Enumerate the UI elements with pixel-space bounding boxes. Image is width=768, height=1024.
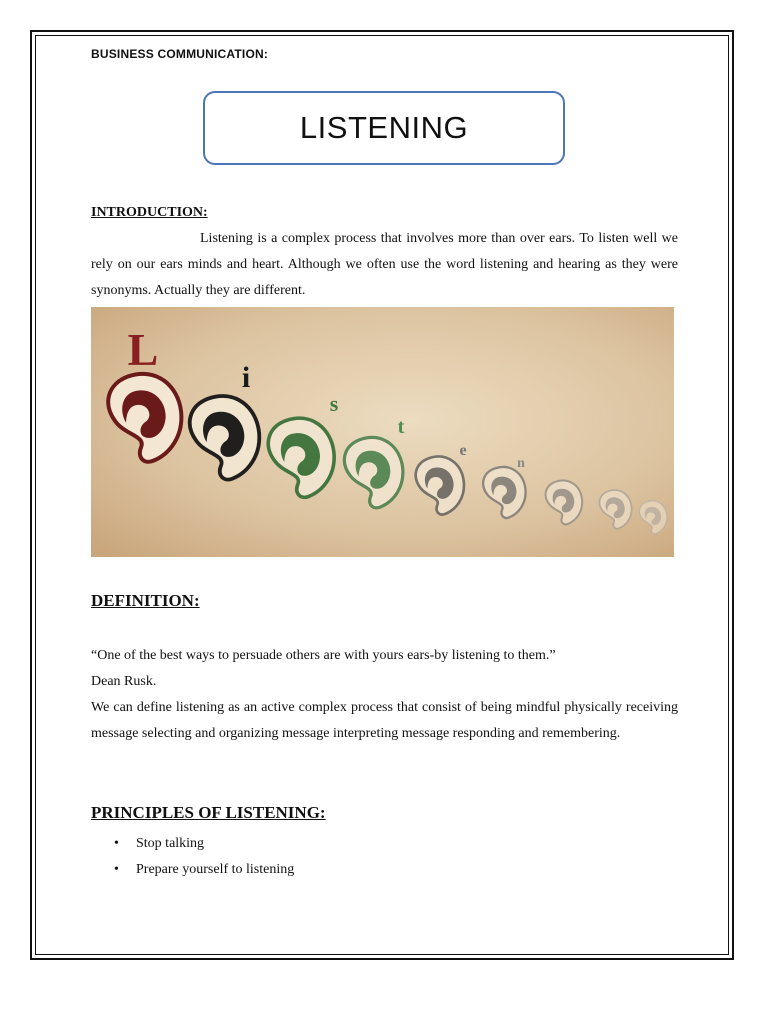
banner-letter: t bbox=[397, 416, 405, 438]
principles-heading: PRINCIPLES OF LISTENING: bbox=[91, 803, 326, 822]
document-header: BUSINESS COMMUNICATION: bbox=[91, 47, 269, 61]
list-item: • Prepare yourself to listening bbox=[114, 857, 294, 883]
page-title: LISTENING bbox=[299, 110, 469, 145]
bullet-icon: • bbox=[114, 836, 119, 851]
listen-ears-image bbox=[91, 307, 674, 557]
introduction-text: Listening is a complex process that involves more than over ears. To listen well we rely on our ears minds and heart. Although we often use the word listening and hearing as they were synonyms. Actually they are different. bbox=[91, 231, 678, 298]
banner-letter: n bbox=[517, 456, 525, 471]
title-box bbox=[203, 91, 565, 165]
introduction-heading: INTRODUCTION: bbox=[91, 205, 208, 220]
definition-quote: “One of the best ways to persuade others are with yours ears-by listening to them.” bbox=[91, 648, 556, 663]
banner-letter: i bbox=[241, 361, 251, 394]
principles-list bbox=[114, 831, 294, 883]
definition-text: We can define listening as an active complex process that consist of being mindful physically receiving message selecting and organizing message interpreting message responding and remembering. bbox=[91, 700, 678, 741]
list-item: • Stop talking bbox=[114, 831, 294, 857]
banner-letter: L bbox=[127, 324, 159, 375]
banner-letter: s bbox=[329, 391, 339, 416]
quote-author: Dean Rusk. bbox=[91, 674, 157, 689]
banner-letter: e bbox=[459, 442, 467, 459]
definition-heading: DEFINITION: bbox=[91, 591, 200, 610]
bullet-icon: • bbox=[114, 862, 119, 877]
